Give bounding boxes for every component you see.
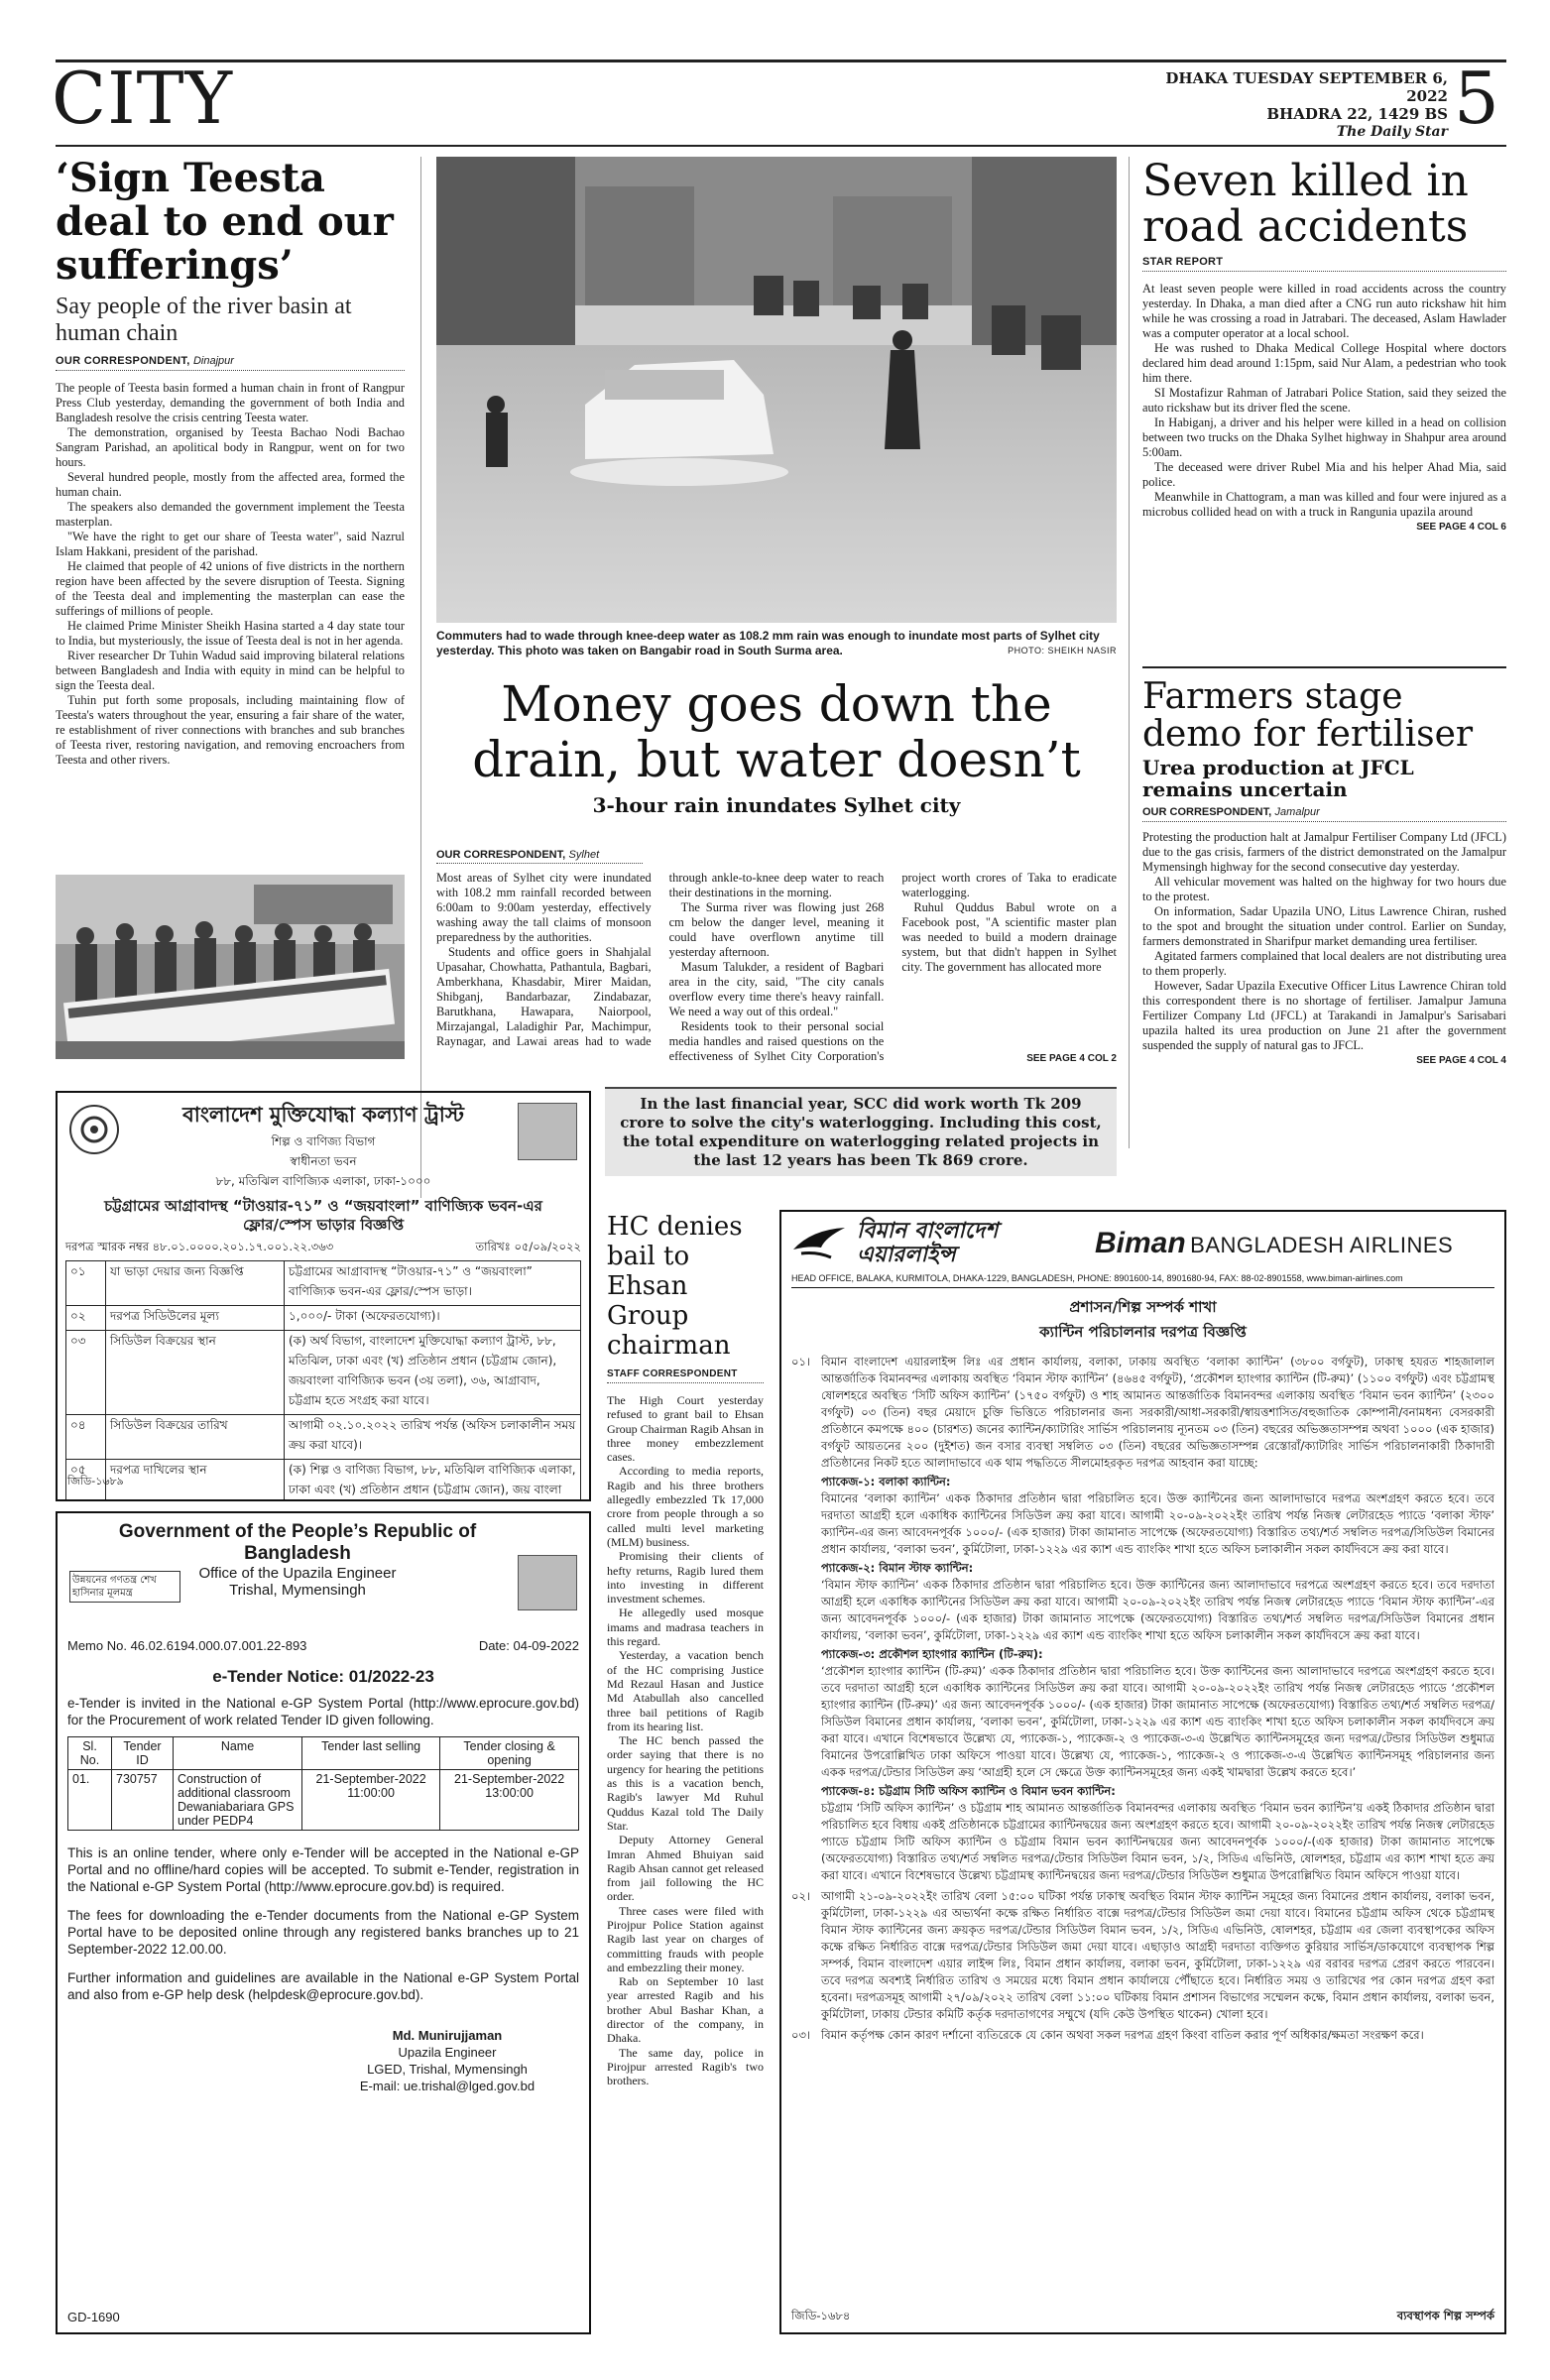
biman-item3-num: ০৩।: [791, 2028, 811, 2042]
sylhet-body: [436, 871, 1117, 1067]
biman-item1-num: ০১।: [791, 1355, 811, 1368]
sylhet-byline: OUR CORRESPONDENT,: [436, 849, 566, 861]
ehsan-paragraph: According to media reports, Ragib and his three brothers allegedly embezzled Tk 17,000 crore from people through a so called multi level marketing (MLM) business.: [607, 1464, 764, 1549]
trust-date: তারিখঃ ০৫/০৯/২০২২: [475, 1240, 581, 1253]
sylhet-headline: Money goes down the drain, but water doesn’t: [472, 675, 1081, 788]
trust-table: [65, 1260, 581, 1501]
lged-signer-office: LGED, Trishal, Mymensingh: [367, 2062, 528, 2077]
accidents-paragraph: SI Mostafizur Rahman of Jatrabari Police Station, said they seized the auto rickshaw but its driver fled the scene.: [1142, 386, 1506, 415]
teesta-body: [56, 381, 405, 768]
trust-ad: [56, 1091, 591, 1501]
lged-table-header: Name: [174, 1737, 302, 1770]
accidents-body: [1142, 282, 1506, 520]
lged-signer-title: Upazila Engineer: [398, 2045, 497, 2060]
sylhet-jump: SEE PAGE 4 COL 2: [1026, 1053, 1117, 1064]
bangla-date: BHADRA 22, 1429 BS: [1266, 105, 1448, 123]
lged-cell-name: Construction of additional classroom Dewaniabariara GPS under PEDP4: [174, 1770, 302, 1831]
ehsan-paragraph: Rab on September 10 last year arrested Ragib and his brother Abul Bashar Khan, a director of the company, in Dhaka.: [607, 1974, 764, 2046]
teesta-story: [56, 157, 405, 768]
trust-cell-item: সিডিউল বিক্রয়ের তারিখ: [106, 1415, 285, 1460]
lged-cell-sl: 01.: [68, 1770, 112, 1831]
biman-ad: [779, 1210, 1506, 2334]
lged-table-row: [68, 1770, 579, 1831]
biman-package-text: চট্টগ্রাম ‘সিটি অফিস ক্যান্টিন’ ও চট্টগ্রাম শাহ আমানত আন্তর্জাতিক বিমানবন্দর এলাকায় অবস্থিত ‘বিমান ভবন ক্যান্টিন’য় একই ঠিকাদার প্রতিষ্ঠান দ্বারা পরিচালিত হবে বিধায় একই প্রতিষ্ঠানকে চট্টগ্রামের ক্যান্টিনদ্বয়ের জন্য অংশগ্রহণ করতে হবে। আগামী ২০-০৯-২০২২ইং তারিখ পর্যন্ত নিজস্ব লেটারহেড প্যাডে চট্টগ্রাম সিটি অফিস ক্যান্টিন ও চট্টগ্রাম বিমান ভবন ক্যান্টিনদ্বয়ের জন্য আবেদনপূর্বক ১০০০/-(এক হাজার) টাকা জামানাত সাপেক্ষে (অফেরতযোগ্য) বিস্তারিত তথ্য/শর্ত সম্বলিত দরপত্র/টেন্ডার সিডিউল বিমান ভবন, ১/২, সিডিএ এভিনিউ, ষোলশহর, চট্টগ্রাম এর ক্যাশ শাখা হতে ক্রয় করা যাবে। এখানে বিশেষভাবে উল্লেখ্য চট্টগ্রামস্থ ক্যান্টিনদ্বয়ের জন্য দরপত্র/টেন্ডার সিডিউল শুধুমাত্র উপরোল্লিখিত বিমান অফিসে পাওয়া যাবে।: [821, 1801, 1494, 1882]
biman-code: জিডি-১৬৮৪: [791, 2309, 851, 2322]
biman-packages: [821, 1474, 1494, 1884]
page-number: 5: [1454, 57, 1499, 140]
pullquote-text: In the last financial year, SCC did work worth Tk 209 crore to solve the city's waterlogging. Including this cost, the total expenditure on waterlogging related projects in the last 12 years has been Tk 869 crore.: [620, 1095, 1102, 1169]
fertiliser-subhead: Urea production at JFCL remains uncertain: [1142, 756, 1414, 801]
biman-package-title: প্যাকেজ-১: বলাকা ক্যান্টিন:: [821, 1475, 951, 1488]
teesta-paragraph: River researcher Dr Tuhin Wadud said improving bilateral relations between Bangladesh and India with equity in mind can be helpful to sign the Teesta deal.: [56, 649, 405, 692]
trust-cell-sl: ০২: [66, 1306, 106, 1331]
teesta-paragraph: He claimed that people of 42 unions of five districts in the northern region have been affected by the severe disruption of Teesta. Signing of the Teesta deal and implementing the masterplan can ease the sufferings of millions of people.: [56, 559, 405, 618]
ehsan-paragraph: Promising their clients of hefty returns, Ragib lured them into investing in different investment schemes.: [607, 1549, 764, 1606]
teesta-dateline: Dinajpur: [192, 355, 234, 367]
trust-cell-item: দরপত্র দাখিলের স্থান: [106, 1460, 285, 1502]
lged-ad: [56, 1511, 591, 2334]
accidents-paragraph: At least seven people were killed in road accidents across the country yesterday. In Dhaka, a man died after a CNG run auto rickshaw hit him while he was crossing a road in Jatrabari. The deceased, Aslam Hawlader was a computer operator at a local school.: [1142, 282, 1506, 340]
trust-cell-sl: ০৩: [66, 1331, 106, 1415]
lged-intro: e-Tender is invited in the National e-GP System Portal (http://www.eprocure.gov.bd) for the Procurement of work related Tender ID given following.: [67, 1696, 579, 1727]
trust-cell-item: যা ভাড়া দেয়ার জন্য বিজ্ঞপ্তি: [106, 1261, 285, 1306]
lged-note1: This is an online tender, where only e-Tender will be accepted in the National e-GP Portal and no offline/hard copies will be accepted. To submit e-Tender, registration in the National e-GP System Portal (http://www.eprocure.gov.bd) is required.: [67, 1845, 579, 1894]
fertiliser-body: [1142, 830, 1506, 1053]
lged-note3: Further information and guidelines are available in the National e-GP System Portal and also from e-GP help desk (helpdesk@eprocure.gov.bd).: [67, 1970, 579, 2002]
ehsan-body: [607, 1393, 764, 2088]
biman-notice-title: ক্যান্টিন পরিচালনার দরপত্র বিজ্ঞপ্তি: [1039, 1323, 1247, 1341]
biman-package-text: ‘বিমান স্টাফ ক্যান্টিন’ একক ঠিকাদার প্রতিষ্ঠান দ্বারা পরিচালিত হবে। উক্ত ক্যান্টিনের জন্য আলাদাভাবে দরপত্রে অংশগ্রহণ করতে হবে। তবে দরদাতা আগ্রহী হলে একাধিক ক্যান্টিনের সিডিউল ক্রয় করা যাবে। আগামী ২০-০৯-২০২২ইং তারিখ পর্যন্ত নিজস্ব লেটারহেড প্যাডে ‘বিমান স্টাফ ক্যান্টিন’-এর জন্য আবেদনপূর্বক ১০০০/- (এক হাজার) টাকা জামানাত সাপেক্ষে (অফেরতযোগ্য) বিস্তারিত তথ্য/শর্ত সম্বলিত দরপত্র/সিডিউল বিমানের প্রধান কার্যালয়, ‘বলাকা ভবন’, কুর্মিটোলা, ঢাকা-১২২৯ এর ক্যাশ এন্ড ব্যাংকিং শাখা হতে অফিস চলাকালীন সকল কার্যদিবসে ক্রয় করা যাবে।: [821, 1578, 1494, 1642]
accidents-paragraph: He was rushed to Dhaka Medical College Hospital where doctors declared him dead around 1:15pm, said Nur Alam, a pedestrian who took him there.: [1142, 341, 1506, 385]
fertiliser-paragraph: However, Sadar Upazila Executive Officer Litus Lawrence Chiran told this correspondent there is no shortage of fertiliser. Jamalpur Jamuna Fertilizer Company Ltd (JFCL) at Tarakandi in Jamalpur's Sarisabari upazila halted its urea production on June 21 after the government suspended the supply of natural gas to JFCL.: [1142, 979, 1506, 1052]
fertiliser-dateline: Jamalpur: [1274, 806, 1320, 818]
sylhet-paragraph: The Surma river was flowing just 268 cm below the danger level, meaning it could have overflown anytime till yesterday afternoon.: [668, 900, 885, 959]
lged-table-header: Tender closing & opening: [440, 1737, 579, 1770]
ehsan-paragraph: The HC bench passed the order saying that there is no urgency for hearing the petitions as this is a vacation bench, Ragib's lawyer Md Ruhul Quddus Kazal told The Daily Star.: [607, 1733, 764, 1833]
lged-memo: Memo No. 46.02.6194.000.07.001.22-893: [67, 1638, 307, 1653]
trust-code: জিডি-১৬৮৯: [67, 1475, 124, 1488]
fertiliser-paragraph: All vehicular movement was halted on the highway for two hours due to the protest.: [1142, 875, 1506, 903]
trust-table-row: [66, 1261, 581, 1306]
trust-cell-sl: ০১: [66, 1261, 106, 1306]
biman-package-text: ‘প্রকৌশল হ্যাংগার ক্যান্টিন (টি-রুম)’ একক ঠিকাদার প্রতিষ্ঠান দ্বারা পরিচালিত হবে। উক্ত ক্যান্টিনের জন্য আলাদাভাবে দরপত্রে অংশগ্রহণ করতে হবে। তবে দরদাতা আগ্রহী হলে একাধিক ক্যান্টিনের সিডিউল ক্রয় করা যাবে। আগামী ২০-০৯-২০২২ইং তারিখ পর্যন্ত নিজস্ব লেটারহেড প্যাডে ‘প্রকৌশল হ্যাংগার ক্যান্টিন (টি-রুম)’ এর জন্য আবেদনপূর্বক ১০০০/- (এক হাজার) টাকা জামানাত সাপেক্ষে (অফেরতযোগ্য) বিস্তারিত তথ্য/শর্ত সম্বলিত দরপত্র/সিডিউল বিমানের প্রধান কার্যালয়, ‘বলাকা ভবন’, কুর্মিটোলা, ঢাকা-১২২৯ এর ক্যাশ এন্ড ব্যাংকিং শাখা হতে অফিস চলাকালীন সকল কার্যদিবসে ক্রয় করা যাবে। এখানে বিশেষভাবে উল্লেখ্য যে, প্যাকেজ-১, প্যাকেজ-২ ও প্যাকেজ-৩-এ উল্লেখিত ক্যান্টিনসমূহের জন্য দরপত্র/টেন্ডার সিডিউল শুধুমাত্র বিমানের উপরোল্লিখিত ঢাকা অফিসে পাওয়া যাবে। উল্লেখ্য যে, প্যাকেজ-১, প্যাকেজ-২ ও প্যাকেজ-৩-এ উল্লেখিত ক্যান্টিনসমূহ পরিচালনার জন্য একক দরপত্র/টেন্ডার সিডিউল ক্রয় ‘আগ্রহী হলে সে ক্ষেত্রে উক্ত ক্যান্টিনসমূহের জন্য একই খামদ্বারা উল্লেখ করতে হবে।’: [821, 1664, 1494, 1779]
ehsan-headline: HC denies bail to Ehsan Group chairman: [607, 1212, 743, 1361]
sylhet-pullquote: [605, 1087, 1117, 1176]
teesta-paragraph: He claimed Prime Minister Sheikh Hasina started a 4 day state tour to India, but mysteriously, the issue of Teesta deal is not in her agenda.: [56, 619, 405, 648]
section-title: CITY: [52, 57, 234, 140]
lged-portrait-image: [518, 1555, 577, 1610]
lged-office: Office of the Upazila Engineer: [198, 1565, 397, 1582]
accidents-byline: STAR REPORT: [1142, 256, 1506, 272]
sylhet-paragraph: Residents took to their personal social media handles and raised questions on the effectiveness of Sylhet City Corporation's project worth crores of Taka to eradicate waterlogging.: [668, 871, 1117, 1063]
ehsan-paragraph: He allegedly used mosque imams and madrasa teachers in this regard.: [607, 1606, 764, 1649]
teesta-paragraph: The people of Teesta basin formed a human chain in front of Rangpur Press Club yesterday, demanding the government of both India and Bangladesh resolve the crisis centring Teesta water.: [56, 381, 405, 424]
biman-logo-en-bold: Biman: [1095, 1227, 1186, 1259]
sylhet-subhead: 3-hour rain inundates Sylhet city: [592, 793, 961, 817]
trust-title: বাংলাদেশ মুক্তিযোদ্ধা কল্যাণ ট্রাস্ট: [182, 1103, 464, 1127]
trust-building: স্বাধীনতা ভবন: [290, 1154, 357, 1168]
lged-signer-email: E-mail: ue.trishal@lged.gov.bd: [359, 2079, 536, 2093]
accidents-paragraph: Meanwhile in Chattogram, a man was killed and four were injured as a microbus collided head on with a truck in Rangunia upazila around: [1142, 490, 1506, 519]
trust-cell-sl: ০৪: [66, 1415, 106, 1460]
teesta-byline: OUR CORRESPONDENT,: [56, 355, 190, 367]
lged-code: GD-1690: [67, 2310, 120, 2324]
fertiliser-paragraph: On information, Sadar Upazila UNO, Litus Lawrence Chiran, rushed to the spot and brought the situation under control. Earlier on Sunday, farmers demonstrated in Sharifpur market demanding urea fertiliser.: [1142, 904, 1506, 948]
ehsan-story: [607, 1212, 764, 2088]
trust-notice-title: চট্টগ্রামের আগ্রাবাদস্থ “টাওয়ার-৭১” ও “জয়বাংলা” বাণিজ্যিক ভবন-এর ফ্লোর/স্পেস ভাড়ার বিজ্ঞপ্তি: [104, 1197, 542, 1234]
trust-table-row: [66, 1460, 581, 1502]
trust-cell-detail: (ক) অর্থ বিভাগ, বাংলাদেশ মুক্তিযোদ্ধা কল্যাণ ট্রাস্ট, ৮৮, মতিঝিল, ঢাকা এবং (খ) প্রতিষ্ঠান প্রধান (চট্টগ্রাম জোন), জয়বাংলা বাণিজ্যিক ভবন (৩য় তলা), ৩৬, আগ্রাবাদ, চট্টগ্রাম হতে সংগ্রহ করা যাবে।: [285, 1331, 581, 1415]
lged-table-header: Sl. No.: [68, 1737, 112, 1770]
trust-division: শিল্প ও বাণিজ্য বিভাগ: [271, 1134, 376, 1148]
trust-cell-item: সিডিউল বিক্রয়ের স্থান: [106, 1331, 285, 1415]
biman-item2-num: ০২।: [791, 1889, 811, 1903]
ehsan-paragraph: Three cases were filed with Pirojpur Police Station against Ragib last year on charges of committing frauds with people and embezzling their money.: [607, 1903, 764, 1974]
fertiliser-headline: Farmers stage demo for fertiliser: [1142, 676, 1474, 755]
lged-table-header: Tender ID: [112, 1737, 174, 1770]
biman-signatory: ব্যবস্থাপক শিল্প সম্পর্ক: [1396, 2309, 1494, 2322]
trust-cell-detail: (ক) শিল্প ও বাণিজ্য বিভাগ, ৮৮, মতিঝিল বাণিজ্যিক এলাকা, ঢাকা এবং (খ) প্রতিষ্ঠান প্রধান (চট্টগ্রাম জোন), জয় বাংলা: [285, 1460, 581, 1502]
sylhet-paragraph: Ruhul Quddus Babul wrote on a Facebook post, "A scientific master plan was needed to build a modern drainage system, but that didn't happen in Sylhet city. The government has allocated more: [901, 900, 1117, 974]
trust-cell-item: দরপত্র সিডিউলের মূল্য: [106, 1306, 285, 1331]
sylhet-dateline: Sylhet: [568, 849, 600, 861]
human-chain-photo: [56, 875, 405, 1059]
biman-package-title: প্যাকেজ-৩: প্রকৌশল হ্যাংগার ক্যান্টিন (টি-রুম):: [821, 1647, 1043, 1661]
lged-cell-closing: 21-September-2022 13:00:00: [440, 1770, 579, 1831]
flood-photo-credit: PHOTO: SHEIKH NASIR: [1008, 646, 1117, 655]
lged-slogan: উন্নয়নের গণতন্ত্র শেখ হাসিনার মূলমন্ত্র: [69, 1571, 180, 1603]
biman-dept: প্রশাসন/শিল্প সম্পর্ক শাখা: [1069, 1298, 1217, 1316]
trust-logo-icon: [69, 1105, 119, 1154]
trust-cell-detail: ১,০০০/- টাকা (অফেরতযোগ্য)।: [285, 1306, 581, 1331]
trust-memo: দরপত্র স্মারক নম্বর ৪৮.০১.০০০০.২০১.১৭.০০১.২২.৩৬৩: [65, 1240, 334, 1253]
biman-package-text: বিমানের ‘বলাকা ক্যান্টিন’ একক ঠিকাদার প্রতিষ্ঠান দ্বারা পরিচালিত হবে। উক্ত ক্যান্টিনের জন্য আলাদাভাবে দরপত্র অংশগ্রহণ করতে হবে। তবে দরদাতা আগ্রহী হলে একাধিক ক্যান্টিনের সিডিউল ক্রয় করা যাবে। আগামী ২০-০৯-২০২২ইং তারিখ পর্যন্ত নিজস্ব লেটারহেড প্যাডে ‘বলাকা স্টাফ’ ক্যান্টিন-এর জন্য আবেদনপূর্বক ১০০০/- (এক হাজার) টাকা জামানাত সাপেক্ষে (অফেরতযোগ্য) বিস্তারিত তথ্য/শর্ত সম্বলিত দরপত্র/সিডিউল বিমানের প্রধান কার্যালয়, ‘বলাকা ভবন’, কুর্মিটোলা, ঢাকা-১২২৯ এর ক্যাশ এন্ড ব্যাংকিং শাখা হতে অফিস চলাকালীন সকল কার্যদিবসে ক্রয় করা যাবে।: [821, 1491, 1494, 1556]
trust-table-row: [66, 1331, 581, 1415]
portrait-image: [518, 1103, 577, 1160]
sylhet-header: [436, 676, 1117, 817]
flood-photo: [436, 157, 1117, 623]
teesta-paragraph: Several hundred people, mostly from the affected area, formed the human chain.: [56, 470, 405, 499]
ehsan-paragraph: The High Court yesterday refused to grant bail to Ehsan Group Chairman Ragib Ahsan in three money embezzlement cases.: [607, 1393, 764, 1465]
biman-address: HEAD OFFICE, BALAKA, KURMITOLA, DHAKA-1229, BANGLADESH, PHONE: 8901600-14, 8901680-94, FAX: 88-02-8901558, www.biman-airlines.com: [791, 1273, 1403, 1283]
trust-cell-sl: ০৫: [66, 1460, 106, 1502]
ehsan-paragraph: Deputy Attorney General Imran Ahmed Bhuiyan said Ragib Ahsan cannot get released from jail following the HC order.: [607, 1833, 764, 1904]
biman-bird-icon: [791, 1224, 847, 1263]
biman-item1: বিমান বাংলাদেশ এয়ারলাইন্স লিঃ এর প্রধান কার্যালয়, বলাকা, ঢাকায় অবস্থিত ‘বলাকা ক্যান্টিন’ (৩৮০০ বর্গফুট), ঢাকাস্থ হযরত শাহজালাল আন্তর্জাতিক বিমানবন্দর এলাকায় অবস্থিত ‘বিমান স্টাফ ক্যান্টিন’ (৪৬৪৫ বর্গফুট), ‘প্রকৌশল হ্যাংগার ক্যান্টিন (টি-রুম)’ (১১০০ বর্গফুট) এবং চট্টগ্রামস্থ ষোলশহরে অবস্থিত ‘সিটি অফিস ক্যান্টিন’ (১৭৫০ বর্গফুট) ও শাহ আমানত আন্তর্জাতিক বিমানবন্দর এলাকায় অবস্থিত ‘বিমান ভবন ক্যান্টিন’ (২৩০০ বর্গফুট) ০৩ (তিন) বছর মেয়াদে চুক্তি ভিত্তিতে পরিচালনার জন্য সরকারী/আধা-সরকারী/স্বায়ত্তশাসিত/বহুজাতিক কোম্পানী/বনামধন্য বেসরকারী প্রতিষ্ঠানে কমপক্ষে ৪০০ (চারশত) জনের ক্যান্টিন/ক্যাটারিং সার্ভিস পরিচালনায় ন্যূনতম ০৩ (তিন) বছরের অভিজ্ঞতাসম্পন্ন অথবা ১০০০ (এক হাজার) বর্গফুট আয়তনের ২০০ (দুইশত) জন বসার ব্যবস্থা সম্বলিত ০৩ (তিন) বছরের অভিজ্ঞতাসম্পন্ন রেস্তোরাঁ/ক্যাটারিং সার্ভিস পরিচালনাকারী ঠিকাদারী প্রতিষ্ঠানের নিকট হতে আলাদাভাবে এক থাম পদ্ধতিতে সীলমোহরকৃত দরপত্র আহবান করা যাচ্ছে:: [821, 1355, 1494, 1470]
biman-logo-bn: বিমান বাংলাদেশ এয়ারলাইন্স: [857, 1219, 999, 1267]
fertiliser-paragraph: Protesting the production halt at Jamalpur Fertiliser Company Ltd (JFCL) due to the gas crisis, farmers of the district demonstrated on the Jamalpur Mymensingh highway for the second consecutive day yesterday.: [1142, 830, 1506, 874]
lged-tender-table: [67, 1736, 579, 1831]
teesta-paragraph: The speakers also demanded the government implement the Teesta masterplan.: [56, 500, 405, 529]
sylhet-paragraph: Students and office goers in Shahjalal Upasahar, Chowhatta, Pathantula, Bagbari, Amberkhana, Khasdabir, Mirer Maidan, Shibganj, Bandarbazar, Zindabazar, Barutkhana, Hawapara, Naiorpool, Mirzajangal, Laladighir Par, Machimpur, Raynagar, and Lawai areas had to wade through ankle-to-knee deep water to reach their destinations in the morning.: [436, 871, 885, 1048]
trust-cell-detail: চট্টগ্রামের আগ্রাবাদস্থ “টাওয়ার-৭১” ও “জয়বাংলা” বাণিজ্যিক ভবন-এর ফ্লোর/স্পেস ভাড়া।: [285, 1261, 581, 1306]
accidents-jump: SEE PAGE 4 COL 6: [1416, 522, 1506, 533]
biman-item3: বিমান কর্তৃপক্ষ কোন কারণ দর্শানো ব্যতিরেকে যে কোন অথবা সকল দরপত্র গ্রহণ কিংবা বাতিল করার পূর্ণ অধিকার/ক্ষমতা সংরক্ষণ করে।: [821, 2028, 1424, 2042]
lged-table-header: Tender last selling: [302, 1737, 440, 1770]
sylhet-paragraph: Masum Talukder, a resident of Bagbari area in the city, said, "The city canals overflow every time there's heavy rainfall. We need a way out of this ordeal.": [668, 960, 885, 1018]
teesta-headline: ‘Sign Teesta deal to end our sufferings’: [56, 155, 394, 289]
biman-logo: [791, 1220, 1494, 1267]
paper-name: The Daily Star: [1336, 124, 1448, 140]
teesta-subhead: Say people of the river basin at human chain: [56, 294, 352, 346]
lged-gov-title: Government of the People’s Republic of Bangladesh: [118, 1521, 477, 1564]
lged-notice-title: e-Tender Notice: 01/2022-23: [212, 1667, 434, 1686]
ehsan-paragraph: The same day, police in Pirojpur arrested Ragib's two brothers.: [607, 2045, 764, 2088]
lged-location: Trishal, Mymensingh: [229, 1582, 366, 1599]
biman-package-title: প্যাকেজ-২: বিমান স্টাফ ক্যান্টিন:: [821, 1561, 974, 1575]
sylhet-paragraph: Most areas of Sylhet city were inundated with 108.2 mm rainfall recorded between 6:00am to 9:00am yesterday, effectively washing away the tall claims of monsoon preparedness by the authorities.: [436, 871, 652, 944]
accidents-headline: Seven killed in road accidents: [1142, 156, 1469, 252]
fertiliser-paragraph: Agitated farmers complained that local dealers are not distributing urea to them properly.: [1142, 949, 1506, 978]
biman-logo-en: BANGLADESH AIRLINES: [1190, 1233, 1454, 1257]
teesta-paragraph: Tuhin put forth some proposals, including maintaining flow of Teesta's waters throughout the year, ensuring a fair share of the water, re establishment of river connections with branches and sub branches of Teesta river, restoring navigation, and removing encroachers from Teesta and other rivers.: [56, 693, 405, 767]
teesta-paragraph: "We have the right to get our share of Teesta water", said Nazrul Islam Hakkani, president of the parishad.: [56, 530, 405, 558]
teesta-paragraph: The demonstration, organised by Teesta Bachao Nodi Bachao Sangram Parishad, an apolitical body in Rangpur, went on for two hours.: [56, 425, 405, 469]
lged-signer-name: Md. Munirujjaman: [392, 2028, 503, 2043]
trust-table-row: [66, 1306, 581, 1331]
lged-cell-selling: 21-September-2022 11:00:00: [302, 1770, 440, 1831]
lged-date: Date: 04-09-2022: [478, 1638, 579, 1653]
accidents-story: [1142, 156, 1506, 533]
ehsan-byline: STAFF CORRESPONDENT: [607, 1368, 764, 1383]
trust-table-row: [66, 1415, 581, 1460]
accidents-paragraph: The deceased were driver Rubel Mia and his helper Ahad Mia, said police.: [1142, 460, 1506, 489]
flood-photo-caption: Commuters had to wade through knee-deep water as 108.2 mm rain was enough to inundate most parts of Sylhet city yesterday. This photo was taken on Bangabir road in South Surma area.: [436, 629, 1100, 657]
biman-item2: আগামী ২১-০৯-২০২২ইং তারিখ বেলা ১৫:০০ ঘটিকা পর্যন্ত ঢাকাস্থ অবস্থিত বিমান স্টাফ ক্যান্টিন সমূহের জন্য বিমানের প্রধান কার্যালয়, বলাকা ভবন, কুর্মিটোলা, ঢাকা-১২২৯ এর অভ্যর্থনা কক্ষে রক্ষিত নির্ধারিত বাক্সে দরপত্র/টেন্ডার সিডিউল জমা দেয়া যাবে। বিমানের চট্টগ্রাম অফিস থেকে চট্টগ্রামস্থ বিমান স্টাফ ক্যান্টিনের জন্য ক্রয়কৃত দরপত্র/টেন্ডার সিডিউল বিমান ভবন, ১/২, সিডিএ এভিনিউ, ষোলশহর, চট্টগ্রাম এর জেলা ব্যবস্থাপকের অফিস কক্ষে রক্ষিত নির্ধারিত বাক্সে দরপত্র/টেন্ডার সিডিউল জমা দেয়া যাবে। এছাড়াও আগ্রহী দরদাতা ব্যক্তিগত কুরিয়ার সার্ভিস/ডাকযোগে ব্যবস্থাপক শিল্প সম্পর্ক, বিমান বাংলাদেশ এয়ার লাইন্স লিঃ, বিমান প্রধান কার্যালয়, বলাকা ভবন, কুর্মিটোলা, ঢাকা-১২২৯ এর বরাবর দরপত্র প্রেরণ করতে পারবেন। তবে দরপত্র অবশ্যই নির্ধারিত তারিখ ও সময়ের মধ্যে বিমান প্রধান কার্যালয়ে পৌঁছাতে হবে। নির্ধারিত সময় ও তারিখের পর কোন দরপত্র গ্রহণ করা হবেনা। দরপত্রসমূহ আগামী ২৭/০৯/২০২২ তারিখ বেলা ১১:০০ ঘটিকায় বিমান প্রশাসন বিভাগের সম্মেলন কক্ষে, বিমান প্রধান কার্যালয়, বলাকা ভবন, কুর্মিটোলা, ঢাকায় টেন্ডার কমিটি কর্তৃক দরদাতাগণের সম্মুখে (যদি কেউ উপস্থিত থাকেন) খোলা হবে।: [821, 1889, 1494, 2021]
lged-note2: The fees for downloading the e-Tender documents from the National e-GP System Portal have to be deposited online through any registered banks branches up to 21 September-2022 12.00.00.: [67, 1908, 579, 1957]
fertiliser-jump: SEE PAGE 4 COL 4: [1416, 1055, 1506, 1066]
fertiliser-story: [1142, 678, 1506, 1066]
accidents-paragraph: In Habiganj, a driver and his helper were killed in a head on collision between two trucks on the Dhaka Sylhet highway in Shahpur area around 5:00am.: [1142, 416, 1506, 459]
trust-address: ৮৮, মতিঝিল বাণিজ্যিক এলাকা, ঢাকা-১০০০: [215, 1174, 431, 1188]
trust-cell-detail: আগামী ০২.১০.২০২২ তারিখ পর্যন্ত (অফিস চলাকালীন সময় ক্রয় করা যাবে)।: [285, 1415, 581, 1460]
biman-package-title: প্যাকেজ-৪: চট্টগ্রাম সিটি অফিস ক্যান্টিন ও বিমান ভবন ক্যান্টিন:: [821, 1784, 1116, 1798]
lged-cell-id: 730757: [112, 1770, 174, 1831]
fertiliser-byline: OUR CORRESPONDENT,: [1142, 806, 1272, 818]
date-line: DHAKA TUESDAY SEPTEMBER 6, 2022: [1165, 69, 1448, 105]
ehsan-paragraph: Yesterday, a vacation bench of the HC comprising Justice Md Rezaul Hasan and Justice Md Atabullah also cancelled three bail petitions of Ragib from its hearing list.: [607, 1648, 764, 1733]
